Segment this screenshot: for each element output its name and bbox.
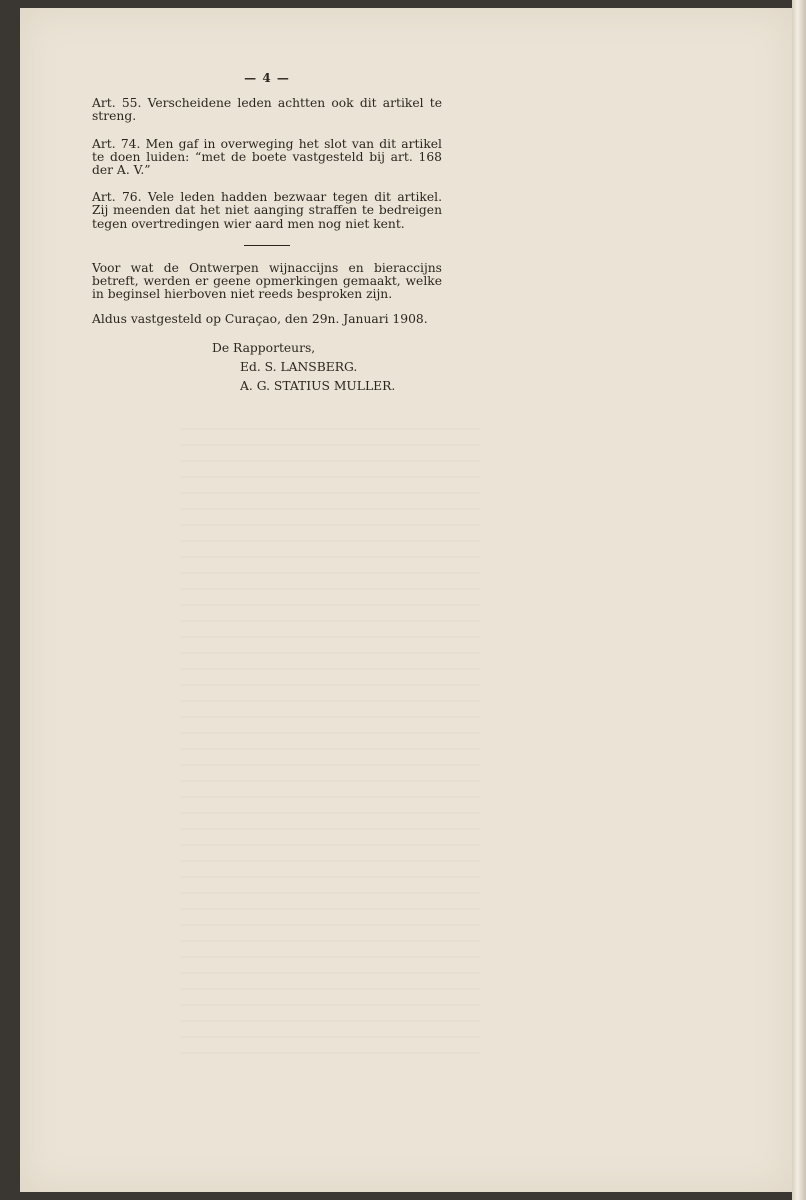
signature-block — [212, 339, 442, 396]
signer-lansberg: Ed. S. LANSBERG. — [240, 359, 358, 374]
document-text — [92, 72, 442, 396]
page-edge — [792, 0, 806, 1200]
section-divider — [244, 245, 290, 246]
bleed-through-text — [180, 428, 480, 1068]
signature-heading: De Rapporteurs, — [212, 340, 316, 355]
article-74: Art. 74. Men gaf in overweging het slot van dit artikel te doen luiden: “met de boete vastgesteld bij art. 168 der A. V.” — [92, 136, 442, 178]
signer-statius-muller: A. G. STATIUS MULLER. — [240, 378, 396, 393]
page-number: — 4 — — [244, 71, 290, 85]
article-55: Art. 55. Verscheidene leden achtten ook dit artikel te streng. — [92, 96, 442, 124]
ontwerpen-paragraph: Voor wat de Ontwerpen wijnaccijns en bieraccijns betreft, werden er geene opmerkingen gemaakt, welke in beginsel hierboven niet reeds besproken zijn. — [92, 260, 442, 302]
article-76: Art. 76. Vele leden hadden bezwaar tegen dit artikel. Zij meenden dat het niet aanging straffen te bedreigen tegen overtredingen wier aard men nog niet kent. — [92, 190, 442, 231]
vastgesteld-paragraph: Aldus vastgesteld op Curaçao, den 29n. Januari 1908. — [92, 312, 428, 327]
